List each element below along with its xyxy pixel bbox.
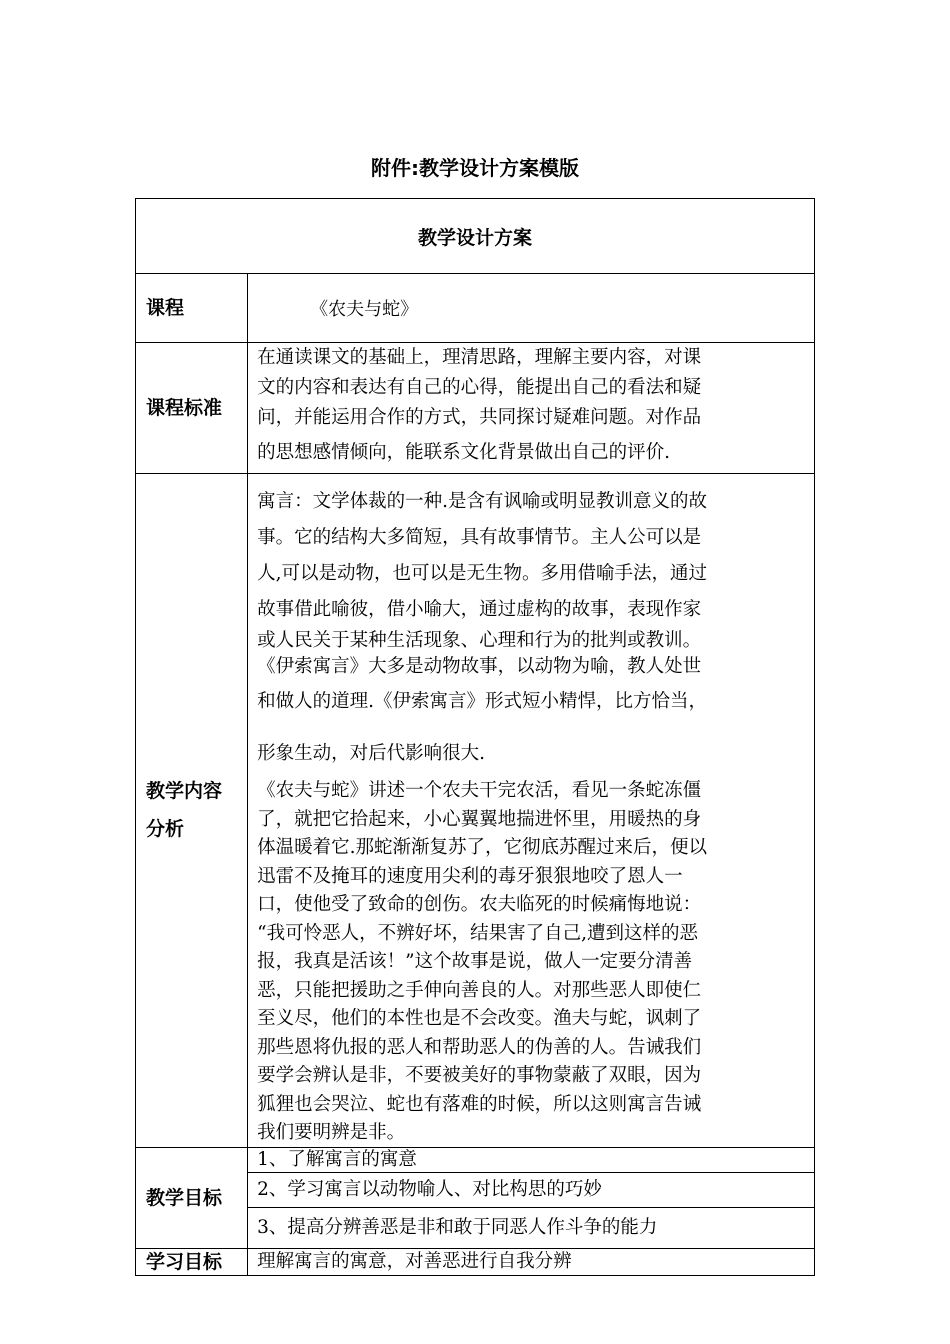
page-title: 附件:教学设计方案模版 [371,156,579,180]
analysis-line: 《伊索寓言》大多是动物故事，以动物为喻，教人处世 [257,656,702,677]
analysis-line: 体温暖着它.那蛇渐渐复苏了，它彻底苏醒过来后，便以 [257,837,708,858]
analysis-label [136,474,248,1148]
analysis-line: 恶，只能把援助之手伸向善良的人。对那些恶人即使仁 [257,979,702,1001]
standard-line: 文的内容和表达有自己的心得，能提出自己的看法和疑 [257,377,702,398]
analysis-line: 《农夫与蛇》讲述一个农夫干完农活，看见一条蛇冻僵 [257,780,702,801]
course-label: 课程 [136,274,248,343]
analysis-line: 和做人的道理.《伊索寓言》形式短小精悍，比方恰当， [257,691,708,712]
analysis-label-line: 分析 [146,818,185,841]
teaching-goal-item: 3、提高分辨善恶是非和敢于同恶人作斗争的能力 [248,1207,815,1248]
analysis-line: 报，我真是活该！”这个故事是说，做人一定要分清善 [257,951,693,972]
analysis-line: 事。它的结构大多简短，具有故事情节。主人公可以是 [257,527,702,548]
learning-goal-value: 理解寓言的寓意，对善恶进行自我分辨 [248,1248,815,1275]
standard-line: 在通读课文的基础上，理清思路，理解主要内容，对课 [257,347,702,368]
teaching-goal-item: 2、学习寓言以动物喻人、对比构思的巧妙 [248,1172,815,1207]
analysis-row [136,474,815,1148]
analysis-line: 狐狸也会哭泣、蛇也有落难的时候，所以这则寓言告诫 [257,1093,702,1115]
teaching-goal-item: 1、了解寓言的寓意 [248,1147,815,1172]
table-header-row [136,199,815,274]
teaching-goals-label: 教学目标 [136,1147,248,1248]
analysis-line: 口，使他受了致命的创伤。农夫临死的时候痛悔地说： [257,894,702,915]
analysis-line: 形象生动，对后代影响很大. [257,743,486,764]
analysis-line: 要学会辨认是非，不要被美好的事物蒙蔽了双眼，因为 [257,1065,702,1086]
analysis-label-line: 教学内容 [146,780,223,803]
analysis-text [248,474,815,1148]
course-value: 《农夫与蛇》 [248,274,815,343]
analysis-line: 寓言：文学体裁的一种.是含有讽喻或明显教训意义的故 [257,491,708,512]
standard-text [248,343,815,474]
analysis-line: 至义尽，他们的本性也是不会改变。渔夫与蛇，讽刺了 [257,1008,702,1029]
standard-line: 问，并能运用合作的方式，共同探讨疑难问题。对作品 [257,407,702,428]
learning-goal-row [136,1248,815,1275]
teaching-design-table [135,198,815,1276]
standard-label: 课程标准 [136,343,248,474]
analysis-line: 人,可以是动物，也可以是无生物。多用借喻手法，通过 [257,563,708,584]
teaching-goal-row [136,1147,815,1172]
analysis-line: 故事借此喻彼，借小喻大，通过虚构的故事，表现作家 [257,599,702,620]
table-header: 教学设计方案 [136,199,815,274]
analysis-line: “我可怜恶人，不辨好坏，结果害了自己,遭到这样的恶 [257,922,698,944]
analysis-line: 或人民关于某种生活现象、心理和行为的批判或教训。 [257,630,702,651]
analysis-line: 迅雷不及掩耳的速度用尖利的毒牙狠狠地咬了恩人一 [257,865,683,887]
course-row [136,274,815,343]
standard-line: 的思想感情倾向，能联系文化背景做出自己的评价. [257,442,671,463]
learning-goals-label: 学习目标 [136,1248,248,1275]
standard-row [136,343,815,474]
analysis-line: 我们要明辨是非。 [257,1122,406,1143]
analysis-line: 那些恩将仇报的恶人和帮助恶人的伪善的人。告诫我们 [257,1036,702,1058]
analysis-line: 了，就把它拾起来，小心翼翼地揣进怀里，用暖热的身 [257,808,702,830]
